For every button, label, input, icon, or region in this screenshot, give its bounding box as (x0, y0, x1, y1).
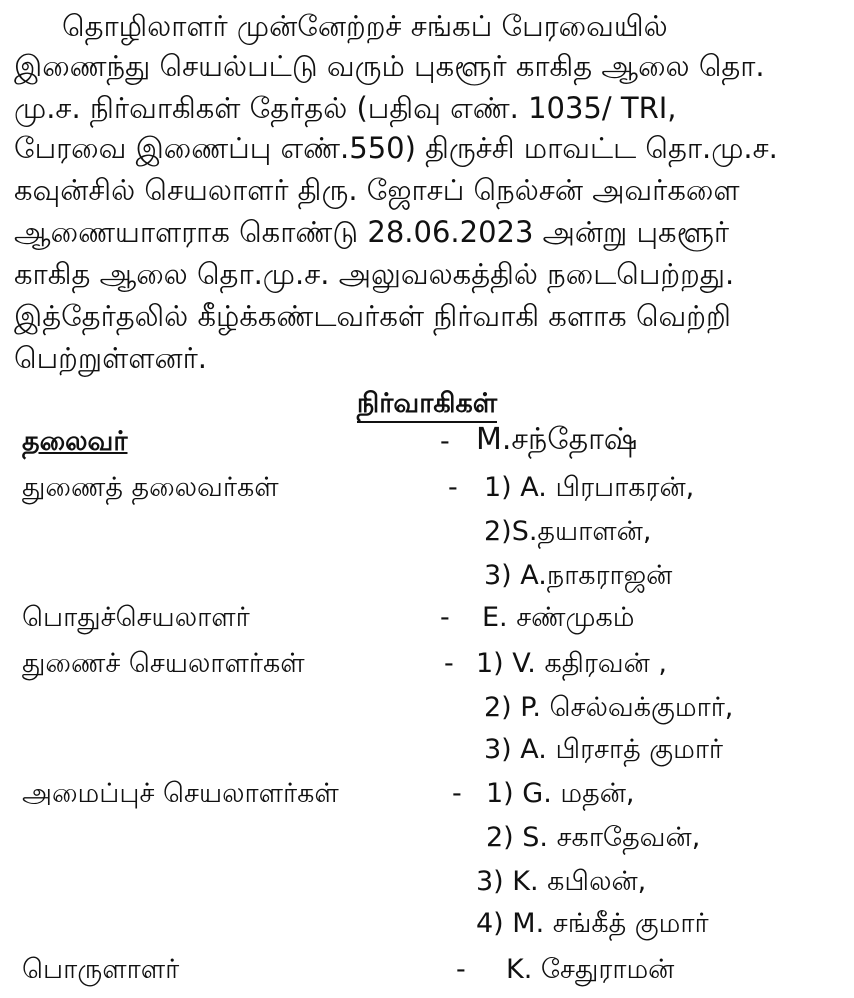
paragraph-line-4: பேரவை இணைப்பு எண்.550) திருச்சி மாவட்ட தொ.மு.ச. (14, 131, 778, 165)
officer-name: 4) M. சங்கீத் குமார் (476, 908, 709, 939)
role-treasurer: பொருளாளர் (22, 954, 180, 985)
paragraph-line-1: தொழிலாளர் முன்னேற்றச் சங்கப் பேரவையில் (62, 9, 668, 43)
role-dash: - (440, 426, 450, 457)
paragraph-line-3: மு.ச. நிர்வாகிகள் தேர்தல் (பதிவு எண். 1035/ TRI, (14, 91, 677, 125)
officer-name: 3) A. பிரசாத் குமார் (484, 734, 724, 765)
paragraph-line-9: பெற்றுள்ளனர். (14, 341, 207, 375)
role-dash: - (456, 954, 466, 985)
role-dash: - (440, 602, 450, 633)
officer-name: 1) G. மதன், (486, 778, 635, 809)
role-general-secretary: பொதுச்செயலாளர் (22, 602, 250, 633)
role-dash: - (452, 778, 462, 809)
role-joint-secretaries: துணைச் செயலாளர்கள் (22, 648, 305, 679)
role-vice-presidents: துணைத் தலைவர்கள் (22, 472, 279, 503)
officers-heading-text: நிர்வாகிகள் (357, 388, 497, 423)
paragraph-line-5: கவுன்சில் செயலாளர் திரு. ஜோசப் நெல்சன் அவர்களை (14, 173, 740, 207)
officer-name: 2) S. சகாதேவன், (486, 822, 701, 853)
role-organizing-secretaries: அமைப்புச் செயலாளர்கள் (22, 778, 339, 809)
officer-name: K. சேதுராமன் (506, 954, 675, 985)
role-president: தலைவர் (22, 426, 128, 457)
officer-name: 1) A. பிரபாகரன், (484, 472, 695, 503)
officer-name: 3) A.நாகராஜன் (484, 560, 673, 591)
officer-name: 2) P. செல்வக்குமார், (484, 692, 734, 723)
officer-name: 1) V. கதிரவன் , (476, 648, 667, 679)
officer-name: M.சந்தோஷ் (476, 422, 638, 457)
officer-name: 3) K. கபிலன், (476, 866, 647, 897)
role-dash: - (448, 472, 458, 503)
officers-heading (0, 388, 854, 423)
paragraph-line-6: ஆணையாளராக கொண்டு 28.06.2023 அன்று புகளூர் (14, 215, 730, 249)
paragraph-line-2: இணைந்து செயல்பட்டு வரும் புகளூர் காகித ஆலை தொ. (14, 49, 765, 83)
officer-name: 2)S.தயாளன், (484, 516, 652, 547)
officer-name: E. சண்முகம் (482, 602, 635, 633)
paragraph-line-8: இத்தேர்தலில் கீழ்க்கண்டவர்கள் நிர்வாகி களாக வெற்றி (14, 299, 731, 333)
paragraph-line-7: காகித ஆலை தொ.மு.ச. அலுவலகத்தில் நடைபெற்றது. (14, 257, 735, 291)
role-dash: - (444, 648, 454, 679)
